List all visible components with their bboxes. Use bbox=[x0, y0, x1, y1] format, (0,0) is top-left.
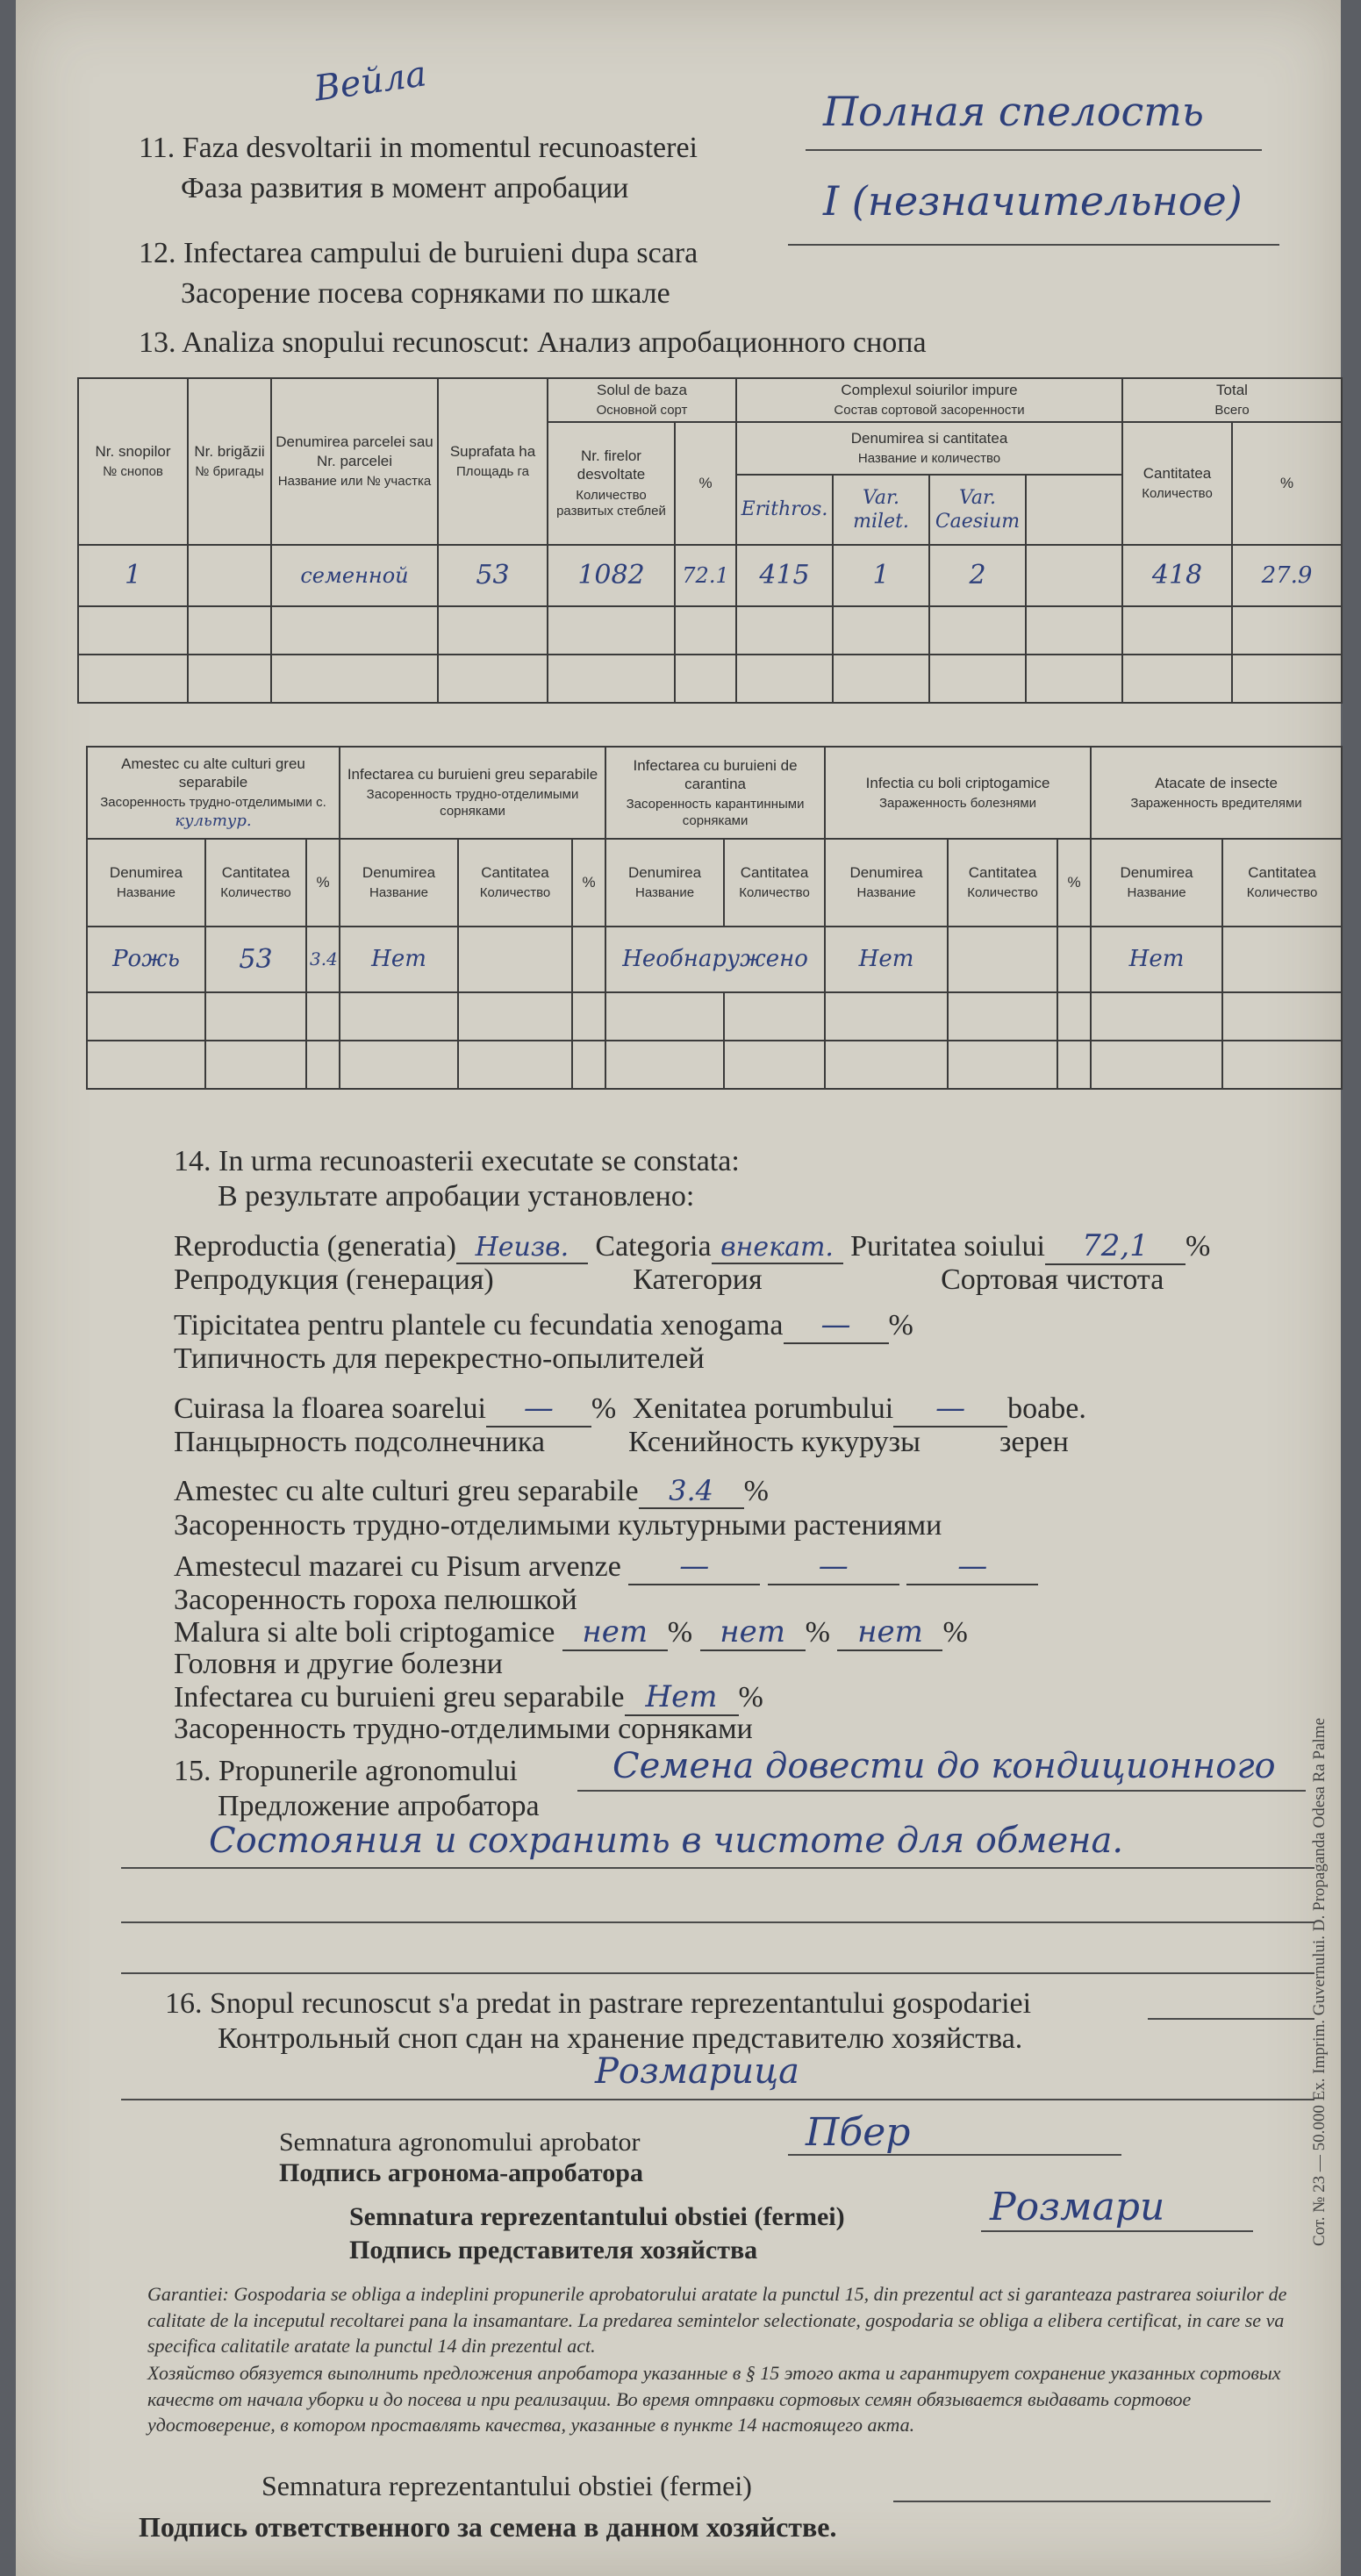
cuirasa-row: Cuirasa la floarea soarelui — % Xenitatea porumbului — boabe. bbox=[174, 1391, 1086, 1426]
s12-label-ro: 12. Infectarea campului de buruieni dupa scara bbox=[139, 237, 698, 269]
infectarea-row-ru: Засоренность трудно-отделимыми сорняками bbox=[174, 1713, 753, 1745]
s15-line-2 bbox=[121, 1867, 1314, 1869]
th-g1-pct: % bbox=[306, 839, 340, 927]
final-line bbox=[893, 2501, 1271, 2502]
cell-g2-name: Нет bbox=[340, 927, 458, 992]
s13-title: 13. Analiza snopului recunoscut: Анализ апробационного снопа bbox=[139, 326, 927, 359]
th-complexul: Complexul soiurilor impure Состав сортовой засоренности bbox=[736, 378, 1122, 422]
amestec-row-ru: Засоренность трудно-отделимыми культурными растениями bbox=[174, 1509, 942, 1542]
th-solul-de-baza: Solul de baza Основной сорт bbox=[548, 378, 736, 422]
reproductia-row-ru: Репродукция (генерация) Категория Сортовая чистота bbox=[174, 1263, 1164, 1296]
th-denumirea: Denumirea parcelei sau Nr. parcelei Название или № участка bbox=[271, 378, 438, 545]
amestec-row: Amestec cu alte culturi greu separabile 3.4 % bbox=[174, 1474, 769, 1507]
mazare-row-ru: Засоренность гороха пелюшкой bbox=[174, 1584, 577, 1616]
infectarea-row: Infectarea cu buruieni greu separabile Нет % bbox=[174, 1679, 763, 1714]
s11-underline bbox=[806, 149, 1262, 151]
infestation-table bbox=[86, 746, 1343, 1090]
th-g4-pct: % bbox=[1057, 839, 1091, 927]
th-g2: Infectarea cu buruieni greu separabile Засоренность трудно-отделимыми сорняками bbox=[340, 747, 605, 839]
malura-row: Malura si alte boli criptogamice нет % нет % нет % bbox=[174, 1614, 968, 1649]
sign1-value: Пбер bbox=[806, 2110, 911, 2155]
th-g1: Amestec cu alte culturi greu separabile Засоренность трудно-отделимыми с. культур. bbox=[87, 747, 340, 839]
th-g5: Atacate de insecte Зараженность вредителями bbox=[1091, 747, 1342, 839]
side-print-info: Сот. № 23 — 50.000 Ex. Imprim. Guvernului. D. Propaganda Odesa Ra Palme bbox=[1310, 1717, 1329, 2246]
th-g3: Infectarea cu buruieni de carantina Засоренность карантинными сорняками bbox=[605, 747, 825, 839]
sign2-label-ru: Подпись представителя хозяйства bbox=[349, 2236, 758, 2265]
cell-g1-pct: 3.4 bbox=[306, 927, 340, 992]
cell-g1-cant: 53 bbox=[205, 927, 306, 992]
s11-label-ro: 11. Faza desvoltarii in momentul recunoasterei bbox=[139, 132, 698, 164]
cell-g5-name: Нет bbox=[1091, 927, 1222, 992]
mazare-row: Amestecul mazarei cu Pisum arvenze — — — bbox=[174, 1549, 1038, 1585]
th-g5-cant: Cantitatea Количество bbox=[1222, 839, 1342, 927]
cell-g1-name: Рожь bbox=[87, 927, 205, 992]
cell-total-cant: 418 bbox=[1122, 545, 1232, 606]
reproductia-row: Reproductia (generatia) Неизв. Categoria внекат. Puritatea soiului 72,1 % bbox=[174, 1228, 1211, 1263]
th-total: Total Всего bbox=[1122, 378, 1342, 422]
th-suprafata: Suprafata ha Площадь га bbox=[438, 378, 548, 545]
th-nr-firelor: Nr. firelor desvoltate Количество развитых стеблей bbox=[548, 422, 675, 545]
analysis-table bbox=[77, 377, 1343, 704]
th-g2-pct: % bbox=[572, 839, 605, 927]
sign2-label-ro: Semnatura reprezentantului obstiei (fermei) bbox=[349, 2202, 845, 2231]
cell-g3-name: Необнаружено bbox=[605, 927, 825, 992]
s12-value: I (незначительное) bbox=[823, 177, 1243, 225]
s15-proposal-line-2: Состояния и сохранить в чистоте для обмена. bbox=[209, 1821, 1124, 1861]
sign1-label-ro: Semnatura agronomului aprobator bbox=[279, 2128, 641, 2157]
th-g3-den: Denumirea Название bbox=[605, 839, 724, 927]
impure-name-2: Var. milet. bbox=[833, 475, 929, 545]
tipicitatea-row-ru: Типичность для перекрестно-опылителей bbox=[174, 1342, 705, 1375]
s16-line-2 bbox=[121, 2099, 1314, 2100]
s12-underline bbox=[788, 244, 1279, 246]
guarantee-ru: Хозяйство обязуется выполнить предложения апробатора указанные в § 15 этого акта и гарантирует сохранение указанных сортовых качеств от начала уборки и до посева и при реализации. Во время отправки сортовых семян обязывается выдавать сортовое удостоверение, в котором проставлять качества, указанные в пункте 14 настоящего акта. bbox=[147, 2362, 1281, 2436]
s14-label-ru: В результате апробации установлено: bbox=[218, 1180, 695, 1213]
s14-label-ro: 14. In urma recunoasterii executate se constata: bbox=[174, 1145, 740, 1177]
cell-imp3: 2 bbox=[929, 545, 1026, 606]
th-g2-den: Denumirea Название bbox=[340, 839, 458, 927]
s15-label-ru: Предложение апробатора bbox=[218, 1790, 540, 1822]
th-nr-snop: Nr. snopilor № снопов bbox=[78, 378, 188, 545]
cell-suprafata: 53 bbox=[438, 545, 548, 606]
sign2-line bbox=[981, 2230, 1253, 2232]
th-g2-cant: Cantitatea Количество bbox=[458, 839, 572, 927]
th-pct: % bbox=[675, 422, 736, 545]
s16-label-ru: Контрольный сноп сдан на хранение представителю хозяйства. bbox=[218, 2022, 1023, 2055]
th-nr-brig: Nr. brigăzii № бригады bbox=[188, 378, 271, 545]
document-page bbox=[16, 0, 1341, 2576]
impure-name-1: Erithros. bbox=[736, 475, 833, 545]
cell-imp4 bbox=[1026, 545, 1122, 606]
cell-nr-firelor: 1082 bbox=[548, 545, 675, 606]
final-label-ru: Подпись ответственного за семена в данном хозяйстве. bbox=[139, 2511, 837, 2543]
corner-handwritten-note: Вейла bbox=[312, 54, 429, 110]
th-total-cantitatea: Cantitatea Количество bbox=[1122, 422, 1232, 545]
th-g3-cant: Cantitatea Количество bbox=[724, 839, 825, 927]
th-g1-cant: Cantitatea Количество bbox=[205, 839, 306, 927]
th-denumirea-cantitatea: Denumirea si cantitatea Название и количество bbox=[736, 422, 1122, 475]
s16-label-ro: 16. Snopul recunoscut s'a predat in pastrare reprezentantului gospodariei bbox=[165, 1987, 1032, 2020]
th-total-pct: % bbox=[1232, 422, 1342, 545]
s15-line-1 bbox=[577, 1790, 1306, 1792]
cell-pct: 72.1 bbox=[675, 545, 736, 606]
cell-imp1: 415 bbox=[736, 545, 833, 606]
th-g4-cant: Cantitatea Количество bbox=[948, 839, 1057, 927]
s11-label-ru: Фаза развития в момент апробации bbox=[181, 172, 629, 204]
s11-value: Полная спелость bbox=[823, 88, 1204, 135]
cell-parcel: семенной bbox=[271, 545, 438, 606]
cell-snop: 1 bbox=[78, 545, 188, 606]
th-g4-den: Denumirea Название bbox=[825, 839, 948, 927]
s15-label-ro: 15. Propunerile agronomului bbox=[174, 1755, 518, 1787]
th-g4: Infectia cu boli criptogamice Зараженность болезнями bbox=[825, 747, 1091, 839]
s15-line-4 bbox=[121, 1972, 1314, 1974]
cuirasa-row-ru: Панцырность подсолнечника Ксенийность кукурузы зерен bbox=[174, 1426, 1069, 1458]
malura-row-ru: Головня и другие болезни bbox=[174, 1648, 503, 1680]
s15-proposal-line-1: Семена довести до кондиционного bbox=[612, 1746, 1276, 1786]
s16-value: Розмарица bbox=[595, 2051, 799, 2092]
sign2-value: Розмари bbox=[990, 2185, 1165, 2229]
guarantee-ro: Garantiei: Gospodaria se obliga a indeplini propunerile aprobatorului aratate la punctul 15, din prezentul act si garanteaza pastrarea soiurilor de calitate de la inceputul recoltarei pana la insamantare. La predarea semintelor selectionate, gospodaria se obliga a elibera certificat, in care se va specifica calitatile aratate la punctul 14 din prezentul act. bbox=[147, 2283, 1287, 2358]
cell-imp2: 1 bbox=[833, 545, 929, 606]
s15-line-3 bbox=[121, 1921, 1314, 1923]
s16-line-1 bbox=[1148, 2018, 1314, 2020]
final-label-ro: Semnatura reprezentantului obstiei (fermei) bbox=[261, 2470, 752, 2501]
cell-brig bbox=[188, 545, 271, 606]
s12-label-ru: Засорение посева сорняками по шкале bbox=[181, 277, 670, 310]
th-g5-den: Denumirea Название bbox=[1091, 839, 1222, 927]
cell-total-pct: 27.9 bbox=[1232, 545, 1342, 606]
sign1-label-ru: Подпись агронома-апробатора bbox=[279, 2158, 643, 2187]
impure-name-3: Var. Caesium bbox=[929, 475, 1026, 545]
cell-g4-name: Нет bbox=[825, 927, 948, 992]
impure-name-4 bbox=[1026, 475, 1122, 545]
tipicitatea-row: Tipicitatea pentru plantele cu fecundatia xenogama — % bbox=[174, 1307, 913, 1342]
th-g1-den: Denumirea Название bbox=[87, 839, 205, 927]
